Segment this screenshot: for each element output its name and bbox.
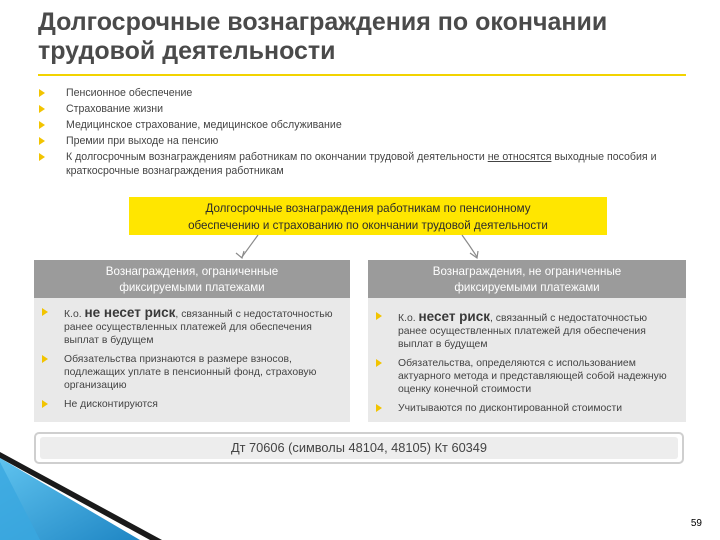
list-item-text: Премии при выходе на пенсию (66, 135, 219, 147)
right-risk-text: , связанный с недостаточностью ранее осуществленных платежей для обеспечения выплат в будущем (398, 313, 648, 350)
right-risk-emphasis: несет риск (418, 309, 490, 324)
list-item (376, 310, 678, 351)
bullet-arrow-icon (376, 404, 382, 412)
posting-text: Дт 70606 (символы 48104, 48105) Кт 60349 (40, 437, 678, 459)
right-connector-arrow-icon (462, 235, 477, 257)
right-obligation-text: Обязательства, определяются с использованием актуарного метода и представляющей собой надежную оценку конечной стоимости (398, 358, 667, 395)
main-category-line-1: Долгосрочные вознаграждения работникам по пенсионному (205, 202, 531, 215)
list-item-text: Страхование жизни (66, 103, 163, 115)
bullet-arrow-icon (42, 400, 48, 408)
left-obligation-text: Обязательства признаются в размере взносов, подлежащих уплате в пенсионный фонд, страховую организацию (64, 354, 317, 391)
list-item (42, 398, 342, 411)
right-column-header (368, 260, 686, 298)
list-item (42, 353, 342, 392)
exclusion-text-post: выходные пособия и краткосрочные вознаграждения работникам (66, 151, 657, 177)
bullet-arrow-icon (42, 308, 48, 316)
right-header-line-1: Вознаграждения, не ограниченные (432, 265, 622, 278)
list-item (42, 306, 342, 347)
list-item (376, 402, 678, 415)
left-column-body (34, 298, 350, 422)
right-column-list (376, 310, 678, 415)
posting-box (34, 432, 684, 464)
exclusion-text-pre: К долгосрочным вознаграждениям работникам по окончании трудовой деятельности (66, 151, 485, 163)
left-arrowhead-icon (236, 251, 244, 258)
left-risk-prefix: К.о. (64, 309, 82, 320)
left-column-header (34, 260, 350, 298)
left-discount-text: Не дисконтируются (64, 399, 158, 410)
list-item-text: Медицинское страхование, медицинское обслуживание (66, 119, 342, 131)
right-column-body (368, 298, 686, 422)
slide-title-line-1: Долгосрочные вознаграждения по окончании (38, 8, 608, 36)
page-number: 59 (690, 518, 702, 529)
left-connector-arrow-icon (242, 235, 258, 257)
left-header-line-1: Вознаграждения, ограниченные (105, 265, 279, 278)
list-item-text: Пенсионное обеспечение (66, 87, 193, 99)
slide-title-line-2: трудовой деятельности (38, 37, 336, 65)
right-header-line-2: фиксируемыми платежами (454, 281, 600, 294)
exclusion-emphasis: не относятся (487, 151, 552, 163)
left-column-list (42, 306, 342, 411)
bullet-arrow-icon (376, 359, 382, 367)
right-risk-prefix: К.о. (398, 313, 416, 324)
bullet-arrow-icon (42, 355, 48, 363)
list-item (376, 357, 678, 396)
bullet-arrow-icon (376, 312, 382, 320)
left-header-line-2: фиксируемыми платежами (119, 281, 265, 294)
left-risk-emphasis: не несет риск (84, 305, 176, 320)
main-category-line-2: обеспечению и страхованию по окончании трудовой деятельности (188, 219, 548, 232)
left-risk-text: , связанный с недостаточностью ранее осуществленных платежей для обеспечения выплат в будущем (64, 309, 333, 346)
right-discount-text: Учитываются по дисконтированной стоимости (398, 403, 623, 414)
